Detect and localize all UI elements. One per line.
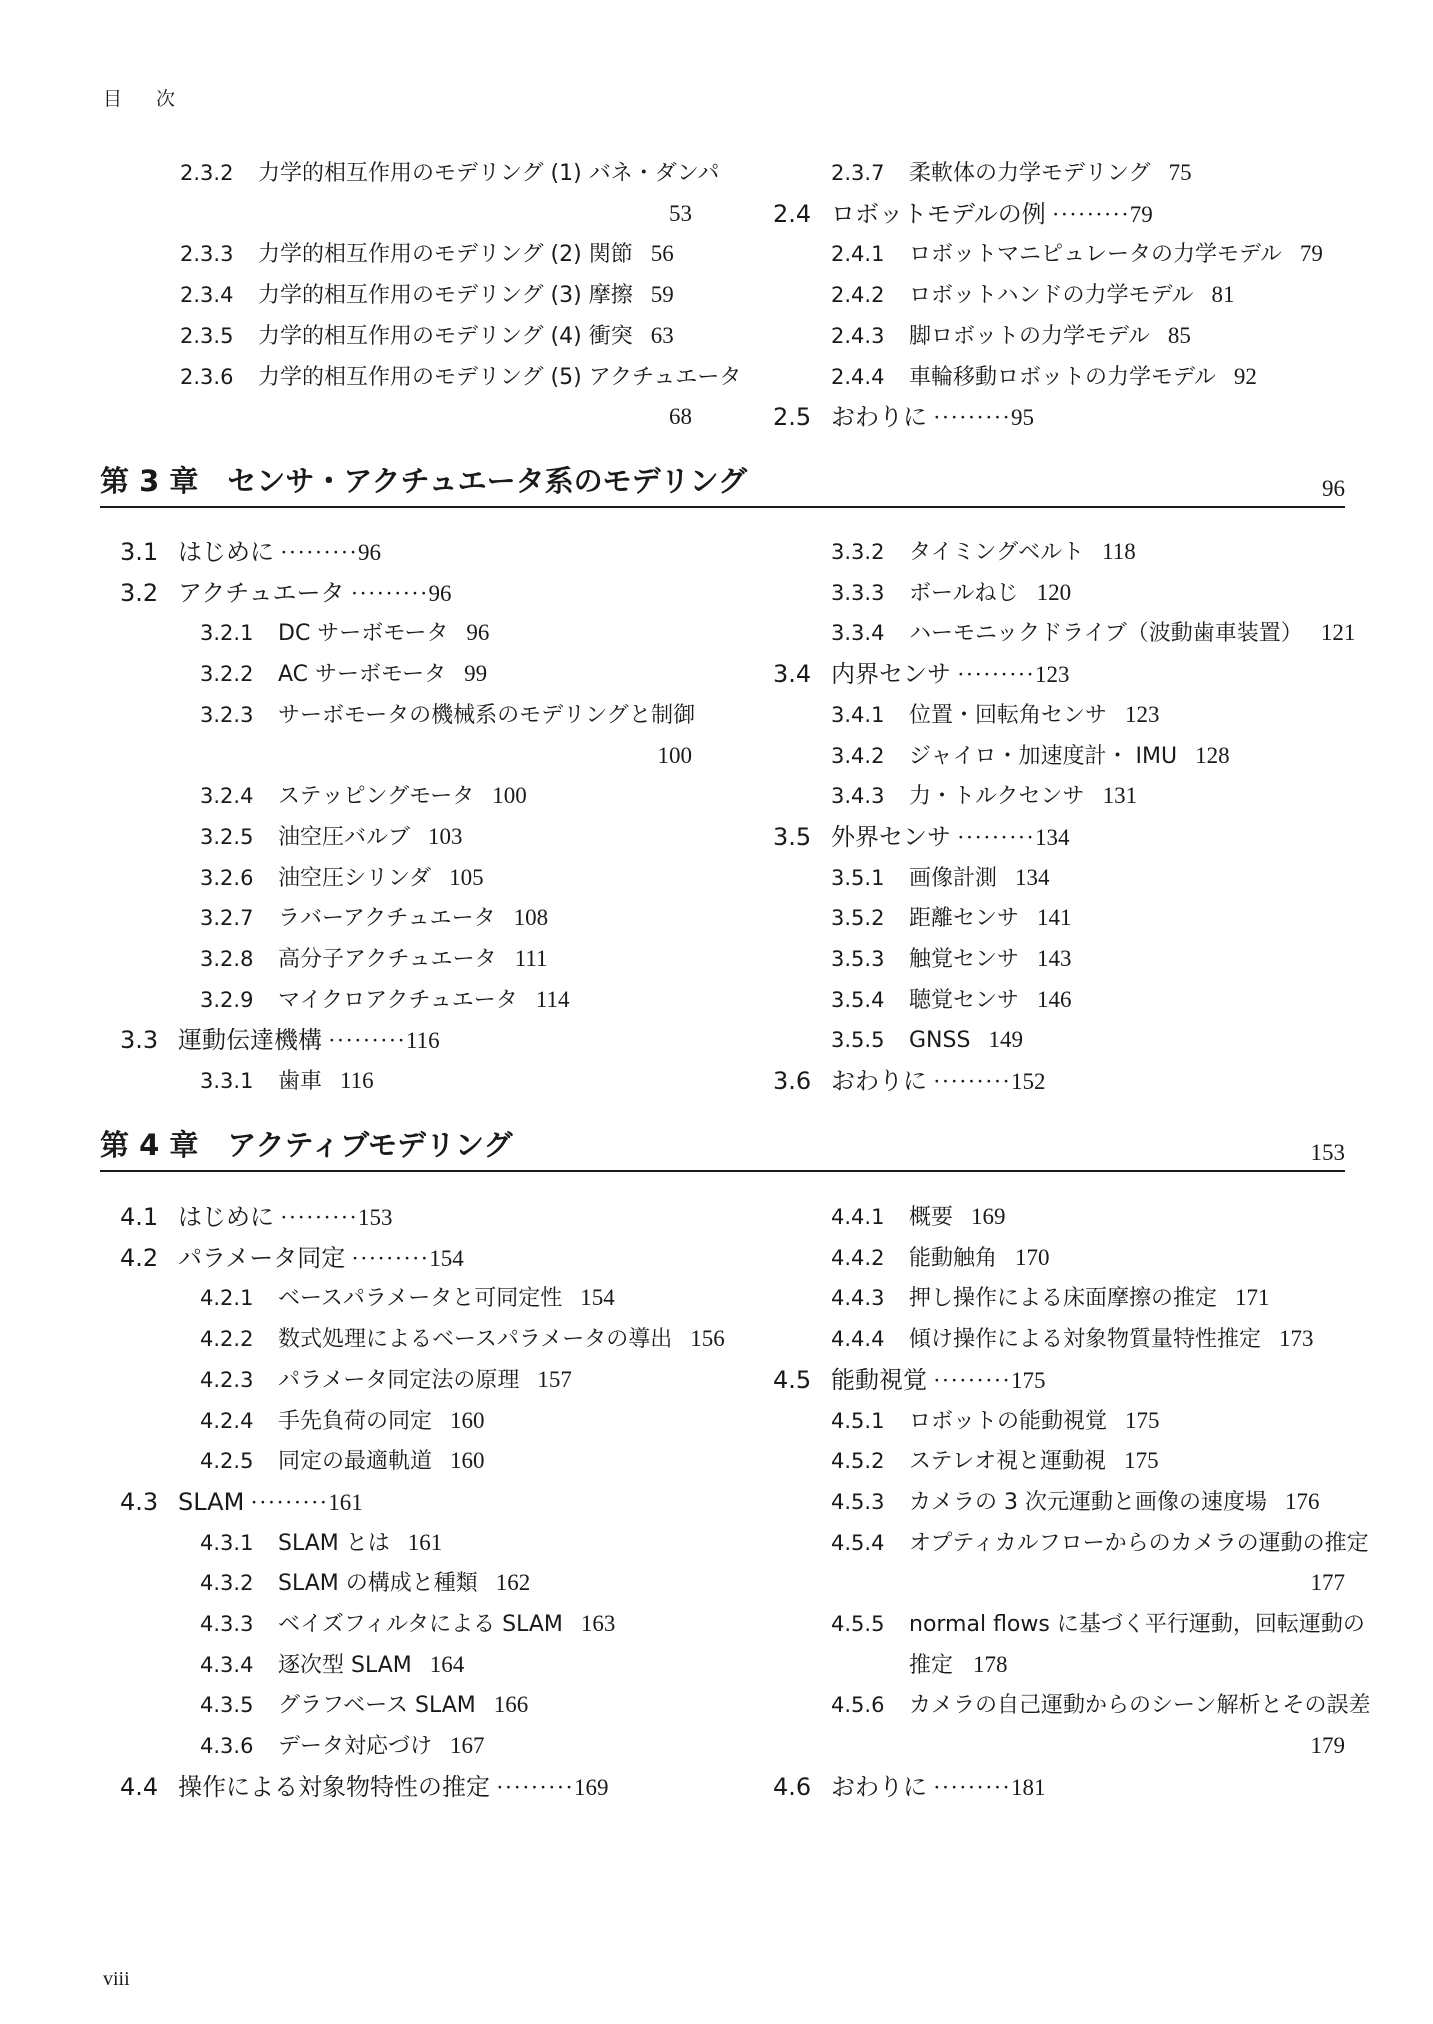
- toc-subsection-entry: [831, 1528, 1369, 1559]
- entry-number: 4.4.4: [831, 1327, 885, 1352]
- entry-title: タイミングベルト: [909, 540, 1085, 565]
- entry-number: 2.5: [773, 403, 812, 432]
- chapter-page: 96: [1322, 476, 1345, 501]
- entry-number: 2.3.6: [180, 364, 234, 389]
- entry-number: 3.2: [120, 578, 159, 607]
- toc-subsection-entry: [200, 659, 487, 690]
- entry-number: 3.2.5: [200, 824, 254, 849]
- entry-page: 108: [513, 905, 549, 931]
- entry-title: カメラの自己運動からのシーン解析とその誤差: [909, 1693, 1371, 1719]
- entry-page: 178: [973, 1651, 1008, 1677]
- entry-number: 4.5.6: [831, 1693, 885, 1718]
- entry-number: 4.2.2: [200, 1327, 254, 1352]
- entry-page: 134: [1015, 864, 1050, 890]
- entry-title: ステッピングモータ: [278, 784, 475, 810]
- entry-title: 逐次型 SLAM: [278, 1652, 412, 1678]
- entry-page: 120: [1036, 579, 1072, 605]
- toc-subsection-entry: [831, 985, 1072, 1016]
- toc-subsection-entry: [831, 321, 1191, 352]
- toc-subsection-entry: [831, 618, 1355, 649]
- entry-title: 油空圧シリンダ: [278, 865, 432, 891]
- entry-number: 3.5.5: [831, 1028, 885, 1053]
- entry-page: 85: [1167, 322, 1191, 348]
- entry-page: 134: [1034, 824, 1070, 850]
- page-header: 目 次: [103, 88, 190, 110]
- entry-number: 2.3.5: [180, 323, 234, 348]
- toc-section-entry: [120, 1772, 608, 1803]
- entry-number: 4.2: [120, 1243, 159, 1272]
- entry-number: 4.3.1: [200, 1530, 254, 1555]
- entry-title: AC サーボモータ: [278, 662, 447, 688]
- entry-number: 2.3.2: [180, 161, 234, 185]
- entry-number: 2.3.7: [831, 161, 885, 185]
- toc-subsection-entry: [831, 1609, 1365, 1640]
- entry-title: サーボモータの機械系のモデリングと制御: [278, 702, 696, 728]
- toc-section-entry: [120, 1487, 363, 1518]
- ch2-left-column: [100, 158, 742, 438]
- entry-page: 169: [573, 1774, 609, 1800]
- entry-number: 3.2.6: [200, 865, 254, 890]
- entry-page: 56: [650, 241, 674, 267]
- toc-subsection-entry: [200, 1066, 374, 1097]
- entry-page: 116: [340, 1068, 374, 1094]
- entry-title: SLAM の構成と種類: [278, 1571, 478, 1597]
- entry-page: 96: [466, 620, 490, 646]
- toc-section-entry: [120, 1243, 464, 1274]
- entry-number: 3.6: [773, 1067, 812, 1096]
- entry-title: ロボットハンドの力学モデル: [909, 283, 1194, 309]
- toc-subsection-entry: [200, 1609, 615, 1640]
- entry-number: 4.3: [120, 1487, 159, 1516]
- entry-title: ロボットの能動視覚: [909, 1408, 1108, 1434]
- entry-page: 143: [1037, 946, 1072, 971]
- entry-title: はじめに: [178, 1203, 274, 1231]
- entry-page: 99: [464, 661, 488, 687]
- entry-page: 179: [1310, 1733, 1345, 1759]
- entry-number: 4.4.1: [831, 1205, 885, 1229]
- entry-page: 161: [407, 1529, 443, 1555]
- entry-number: 3.4: [773, 660, 812, 689]
- toc-subsection-entry: [200, 1324, 725, 1355]
- entry-number: 3.2.7: [200, 906, 254, 931]
- entry-page: 169: [971, 1204, 1006, 1229]
- entry-title: 柔軟体の力学モデリング: [909, 161, 1151, 186]
- entry-title: 触覚センサ: [909, 947, 1020, 972]
- entry-number: 2.3.4: [180, 283, 234, 308]
- entry-page: 156: [690, 1326, 725, 1352]
- entry-page: 123: [1034, 662, 1070, 688]
- toc-subsection-entry: [200, 700, 695, 731]
- toc-subsection-entry: [831, 239, 1323, 270]
- entry-page: 92: [1233, 363, 1257, 389]
- entry-title: ステレオ視と運動視: [909, 1449, 1107, 1475]
- entry-title: アクチュエータ: [178, 578, 345, 607]
- leader-dots: ·········: [933, 1069, 1011, 1095]
- chapter-4-heading: [100, 1124, 1345, 1172]
- entry-title: 同定の最適軌道: [278, 1449, 433, 1475]
- toc-subsection-entry: [200, 903, 548, 934]
- entry-number: 4.4.2: [831, 1245, 885, 1270]
- entry-number: 3.2.2: [200, 662, 254, 687]
- leader-dots: ·········: [350, 580, 429, 606]
- toc-subsection-entry: [200, 1283, 615, 1314]
- entry-page: 103: [428, 823, 463, 849]
- entry-page: 163: [580, 1611, 616, 1636]
- entry-title: 高分子アクチュエータ: [278, 947, 497, 972]
- ch4-left-column: [120, 1202, 725, 1822]
- entry-title: 力・トルクセンサ: [909, 784, 1085, 810]
- toc-subsection-entry: [831, 1324, 1314, 1355]
- entry-number: 3.3.4: [831, 621, 885, 646]
- entry-title: 内界センサ: [831, 660, 951, 689]
- entry-title: おわりに: [831, 1772, 927, 1801]
- leader-dots: ·········: [280, 1205, 358, 1230]
- entry-page: 100: [657, 742, 692, 768]
- toc-subsection-entry: [200, 1365, 572, 1396]
- entry-title: おわりに: [831, 403, 927, 432]
- entry-title: グラフベース SLAM: [278, 1693, 476, 1719]
- entry-title: 外界センサ: [831, 822, 951, 851]
- toc-section-entry: [773, 1365, 1045, 1396]
- entry-title: 傾け操作による対象物質量特性推定: [909, 1327, 1262, 1353]
- toc-subsection-entry: [831, 944, 1072, 975]
- entry-page: 175: [1010, 1367, 1046, 1393]
- entry-number: 2.4.4: [831, 364, 885, 389]
- entry-number: 3.1: [120, 538, 159, 566]
- toc-section-entry: [773, 659, 1069, 690]
- entry-page: 166: [493, 1692, 529, 1718]
- entry-number: 4.4: [120, 1772, 159, 1801]
- toc-subsection-entry: [200, 1446, 485, 1477]
- entry-number: 4.5.3: [831, 1489, 885, 1514]
- entry-title: おわりに: [831, 1067, 927, 1096]
- entry-page: 157: [537, 1366, 572, 1392]
- entry-page: 181: [1010, 1774, 1046, 1800]
- leader-dots: ·········: [328, 1028, 406, 1054]
- toc-subsection-entry: [180, 158, 719, 189]
- entry-number: 4.3.6: [200, 1734, 254, 1759]
- entry-page: 167: [450, 1733, 485, 1759]
- entry-title: データ対応づけ: [278, 1734, 433, 1760]
- toc-subsection-entry: [831, 1243, 1050, 1274]
- entry-page: 79: [1129, 201, 1153, 227]
- toc-subsection-entry: [831, 1025, 1023, 1056]
- toc-section-entry: [773, 199, 1153, 230]
- entry-page: 121: [1320, 620, 1356, 646]
- toc-subsection-entry: [200, 1731, 485, 1762]
- entry-title: normal flows に基づく平行運動，回転運動の: [909, 1612, 1365, 1637]
- toc-subsection-entry: [831, 741, 1230, 772]
- entry-title: 操作による対象物特性の推定: [178, 1772, 490, 1801]
- entry-title: ラバーアクチュエータ: [278, 906, 496, 932]
- entry-number: 4.2.4: [200, 1408, 254, 1433]
- toc-section-entry: [120, 537, 381, 568]
- leader-dots: ·········: [957, 662, 1035, 688]
- entry-title: 推定: [909, 1652, 954, 1678]
- toc-subsection-entry: [831, 1202, 1006, 1233]
- entry-title: 能動視覚: [831, 1365, 927, 1394]
- entry-page: 161: [328, 1489, 363, 1515]
- entry-page: 95: [1010, 405, 1034, 431]
- entry-title: 油空圧バルブ: [278, 824, 411, 850]
- toc-subsection-entry: [831, 537, 1136, 568]
- entry-number: 3.2.9: [200, 987, 254, 1012]
- toc-subsection-entry: [200, 1650, 464, 1681]
- entry-page: 173: [1279, 1326, 1314, 1352]
- entry-title: パラメータ同定: [178, 1243, 346, 1272]
- toc-subsection-entry: [200, 1528, 442, 1559]
- entry-number: 4.5.5: [831, 1612, 885, 1636]
- entry-page: 164: [429, 1651, 465, 1677]
- toc-subsection-entry: [831, 158, 1192, 189]
- toc-subsection-entry: [200, 1568, 530, 1599]
- entry-page: 171: [1235, 1285, 1270, 1311]
- entry-page: 162: [495, 1570, 531, 1596]
- entry-title: 力学的相互作用のモデリング (1) バネ・ダンパ: [258, 161, 720, 186]
- entry-page: 63: [650, 322, 674, 348]
- entry-title: 手先負荷の同定: [278, 1408, 433, 1434]
- entry-number: 2.4: [773, 199, 812, 228]
- toc-subsection-entry: [200, 863, 484, 894]
- entry-number: 3.5.3: [831, 947, 885, 971]
- chapter-3-heading: [100, 460, 1345, 508]
- entry-number: 3.2.4: [200, 784, 254, 809]
- toc-section-entry: [773, 1772, 1045, 1803]
- entry-title: 概要: [909, 1205, 954, 1230]
- toc-subsection-entry: [831, 1487, 1320, 1518]
- entry-number: 4.3.5: [200, 1693, 254, 1718]
- entry-page: 141: [1037, 905, 1072, 931]
- entry-number: 4.6: [773, 1772, 812, 1801]
- entry-title: 画像計測: [909, 865, 998, 891]
- entry-page: 131: [1102, 783, 1138, 809]
- entry-page: 149: [988, 1027, 1023, 1053]
- entry-title: ベースパラメータと可同定性: [278, 1286, 563, 1312]
- entry-page: 153: [357, 1205, 393, 1230]
- toc-subsection-entry: [831, 578, 1071, 609]
- entry-page: 79: [1299, 241, 1323, 267]
- entry-number: 3.2.8: [200, 947, 254, 971]
- toc-subsection-entry: [180, 239, 674, 270]
- entry-number: 4.5.2: [831, 1449, 885, 1474]
- entry-page: 96: [428, 580, 452, 606]
- entry-page: 81: [1211, 282, 1235, 308]
- entry-title: 力学的相互作用のモデリング (5) アクチュエータ: [258, 364, 742, 390]
- entry-page: 105: [449, 864, 484, 890]
- toc-subsection-entry: [200, 985, 569, 1016]
- entry-title: SLAM: [178, 1487, 245, 1516]
- entry-title: 距離センサ: [909, 906, 1020, 932]
- entry-title: 歯車: [278, 1069, 323, 1095]
- entry-number: 3.5.1: [831, 865, 885, 890]
- entry-number: 3.5: [773, 822, 812, 851]
- entry-number: 4.1: [120, 1203, 159, 1231]
- entry-page: 116: [405, 1028, 440, 1054]
- entry-page: 160: [450, 1448, 485, 1474]
- entry-number: 2.4.1: [831, 242, 885, 267]
- entry-number: 4.2.5: [200, 1449, 254, 1474]
- entry-title: SLAM とは: [278, 1530, 390, 1556]
- toc-subsection-entry: [200, 618, 489, 649]
- entry-page: 53: [669, 200, 692, 226]
- entry-title: オプティカルフローからのカメラの運動の推定: [909, 1530, 1369, 1556]
- entry-number: 2.4.2: [831, 283, 885, 308]
- entry-number: 4.2.3: [200, 1367, 254, 1392]
- entry-title-continuation: [909, 1650, 1008, 1681]
- leader-dots: ·········: [933, 405, 1011, 431]
- entry-number: 3.2.3: [200, 702, 254, 727]
- entry-title: 力学的相互作用のモデリング (4) 衝突: [258, 323, 633, 349]
- page-number: viii: [103, 1968, 130, 1990]
- entry-title: はじめに: [178, 538, 274, 566]
- entry-number: 3.5.4: [831, 987, 885, 1012]
- entry-page: 128: [1195, 742, 1230, 768]
- entry-title: ロボットマニピュレータの力学モデル: [909, 242, 1282, 268]
- entry-number: 4.5: [773, 1365, 812, 1394]
- toc-subsection-entry: [200, 1690, 528, 1721]
- entry-page: 118: [1102, 539, 1136, 564]
- toc-subsection-entry: [180, 321, 674, 352]
- entry-page: 100: [492, 783, 527, 809]
- entry-title: ロボットモデルの例: [831, 199, 1046, 228]
- entry-page: 170: [1015, 1244, 1050, 1270]
- leader-dots: ·········: [933, 1774, 1011, 1800]
- entry-number: 4.2.1: [200, 1286, 254, 1311]
- entry-page: 152: [1010, 1069, 1046, 1095]
- entry-page: 154: [429, 1245, 464, 1271]
- toc-subsection-entry: [200, 944, 547, 975]
- chapter-title: 第 4 章 アクティブモデリング: [100, 1128, 513, 1162]
- toc-subsection-entry: [831, 1406, 1160, 1437]
- toc-section-entry: [120, 1025, 440, 1056]
- toc-section-entry: [773, 402, 1034, 433]
- entry-page: 111: [514, 946, 548, 971]
- toc-section-entry: [120, 1202, 392, 1233]
- leader-dots: ·········: [496, 1774, 574, 1800]
- toc-subsection-entry: [831, 1446, 1159, 1477]
- entry-number: 3.5.2: [831, 906, 885, 931]
- entry-title: 押し操作による床面摩擦の推定: [909, 1286, 1218, 1312]
- toc-section-entry: [773, 1066, 1045, 1097]
- leader-dots: ·········: [957, 824, 1035, 850]
- ch4-right-column: [773, 1202, 1371, 1822]
- entry-number: 4.4.3: [831, 1286, 885, 1311]
- toc-subsection-entry: [200, 822, 463, 853]
- leader-dots: ·········: [250, 1489, 329, 1515]
- entry-title: ボールねじ: [909, 580, 1019, 606]
- entry-title: 数式処理によるベースパラメータの導出: [278, 1327, 673, 1353]
- entry-title: ベイズフィルタによる SLAM: [278, 1612, 563, 1637]
- entry-title: GNSS: [909, 1028, 971, 1054]
- leader-dots: ·········: [280, 540, 358, 565]
- entry-title: パラメータ同定法の原理: [278, 1367, 520, 1393]
- entry-title: マイクロアクチュエータ: [278, 987, 518, 1013]
- toc-subsection-entry: [831, 700, 1160, 731]
- entry-number: 4.3.2: [200, 1571, 254, 1596]
- toc-subsection-entry: [831, 1690, 1371, 1721]
- entry-number: 4.5.4: [831, 1530, 885, 1555]
- toc-subsection-entry: [831, 362, 1257, 393]
- chapter-page: 153: [1310, 1140, 1345, 1165]
- entry-title: DC サーボモータ: [278, 621, 449, 647]
- chapter-title: 第 3 章 センサ・アクチュエータ系のモデリング: [100, 464, 748, 498]
- toc-subsection-entry: [200, 1406, 485, 1437]
- entry-title: 脚ロボットの力学モデル: [909, 323, 1150, 349]
- entry-title: 運動伝達機構: [178, 1026, 322, 1055]
- entry-number: 2.3.3: [180, 242, 234, 267]
- toc-subsection-entry: [831, 903, 1072, 934]
- entry-page: 177: [1310, 1570, 1345, 1596]
- toc-subsection-entry: [200, 781, 527, 812]
- entry-page: 176: [1285, 1488, 1320, 1514]
- toc-section-entry: [120, 578, 452, 609]
- entry-title: カメラの 3 次元運動と画像の速度場: [909, 1489, 1267, 1515]
- entry-page: 59: [650, 282, 674, 308]
- entry-number: 3.4.3: [831, 784, 885, 809]
- entry-title: 力学的相互作用のモデリング (2) 関節: [258, 242, 633, 268]
- entry-number: 3.3.1: [200, 1069, 254, 1094]
- entry-page: 160: [450, 1407, 485, 1433]
- entry-page: 175: [1124, 1448, 1159, 1474]
- ch2-right-column: [773, 158, 1345, 438]
- entry-page: 123: [1125, 701, 1160, 727]
- leader-dots: ·········: [351, 1245, 430, 1271]
- entry-title: ジャイロ・加速度計・ IMU: [909, 743, 1178, 769]
- entry-number: 3.3.2: [831, 540, 885, 564]
- leader-dots: ·········: [933, 1367, 1011, 1393]
- entry-title: 位置・回転角センサ: [909, 702, 1108, 728]
- toc-section-entry: [773, 822, 1069, 853]
- toc-subsection-entry: [831, 280, 1234, 311]
- entry-title: 車輪移動ロボットの力学モデル: [909, 364, 1216, 390]
- toc-subsection-entry: [831, 1283, 1270, 1314]
- entry-number: 3.3.3: [831, 580, 885, 605]
- entry-page: 96: [357, 540, 381, 565]
- toc-subsection-entry: [180, 362, 741, 393]
- ch3-left-column: [120, 537, 700, 1097]
- entry-number: 3.4.1: [831, 702, 885, 727]
- toc-subsection-entry: [831, 863, 1050, 894]
- entry-title: ハーモニックドライブ（波動歯車装置）: [909, 621, 1303, 647]
- entry-number: 3.2.1: [200, 621, 254, 646]
- entry-number: 3.4.2: [831, 743, 885, 768]
- entry-title: 聴覚センサ: [909, 987, 1020, 1013]
- entry-title: 力学的相互作用のモデリング (3) 摩擦: [258, 283, 633, 309]
- entry-page: 75: [1168, 160, 1192, 185]
- entry-page: 114: [535, 986, 570, 1012]
- entry-number: 4.3.3: [200, 1612, 254, 1636]
- entry-page: 175: [1125, 1407, 1160, 1433]
- entry-number: 4.5.1: [831, 1408, 885, 1433]
- entry-number: 2.4.3: [831, 323, 885, 348]
- entry-page: 146: [1037, 986, 1072, 1012]
- entry-page: 154: [580, 1285, 615, 1311]
- toc-subsection-entry: [180, 280, 674, 311]
- toc-subsection-entry: [831, 781, 1137, 812]
- entry-number: 4.3.4: [200, 1652, 254, 1677]
- entry-number: 3.3: [120, 1026, 159, 1055]
- entry-page: 68: [669, 404, 692, 430]
- leader-dots: ·········: [1051, 201, 1130, 227]
- ch3-right-column: [773, 537, 1356, 1097]
- entry-title: 能動触角: [909, 1245, 998, 1271]
